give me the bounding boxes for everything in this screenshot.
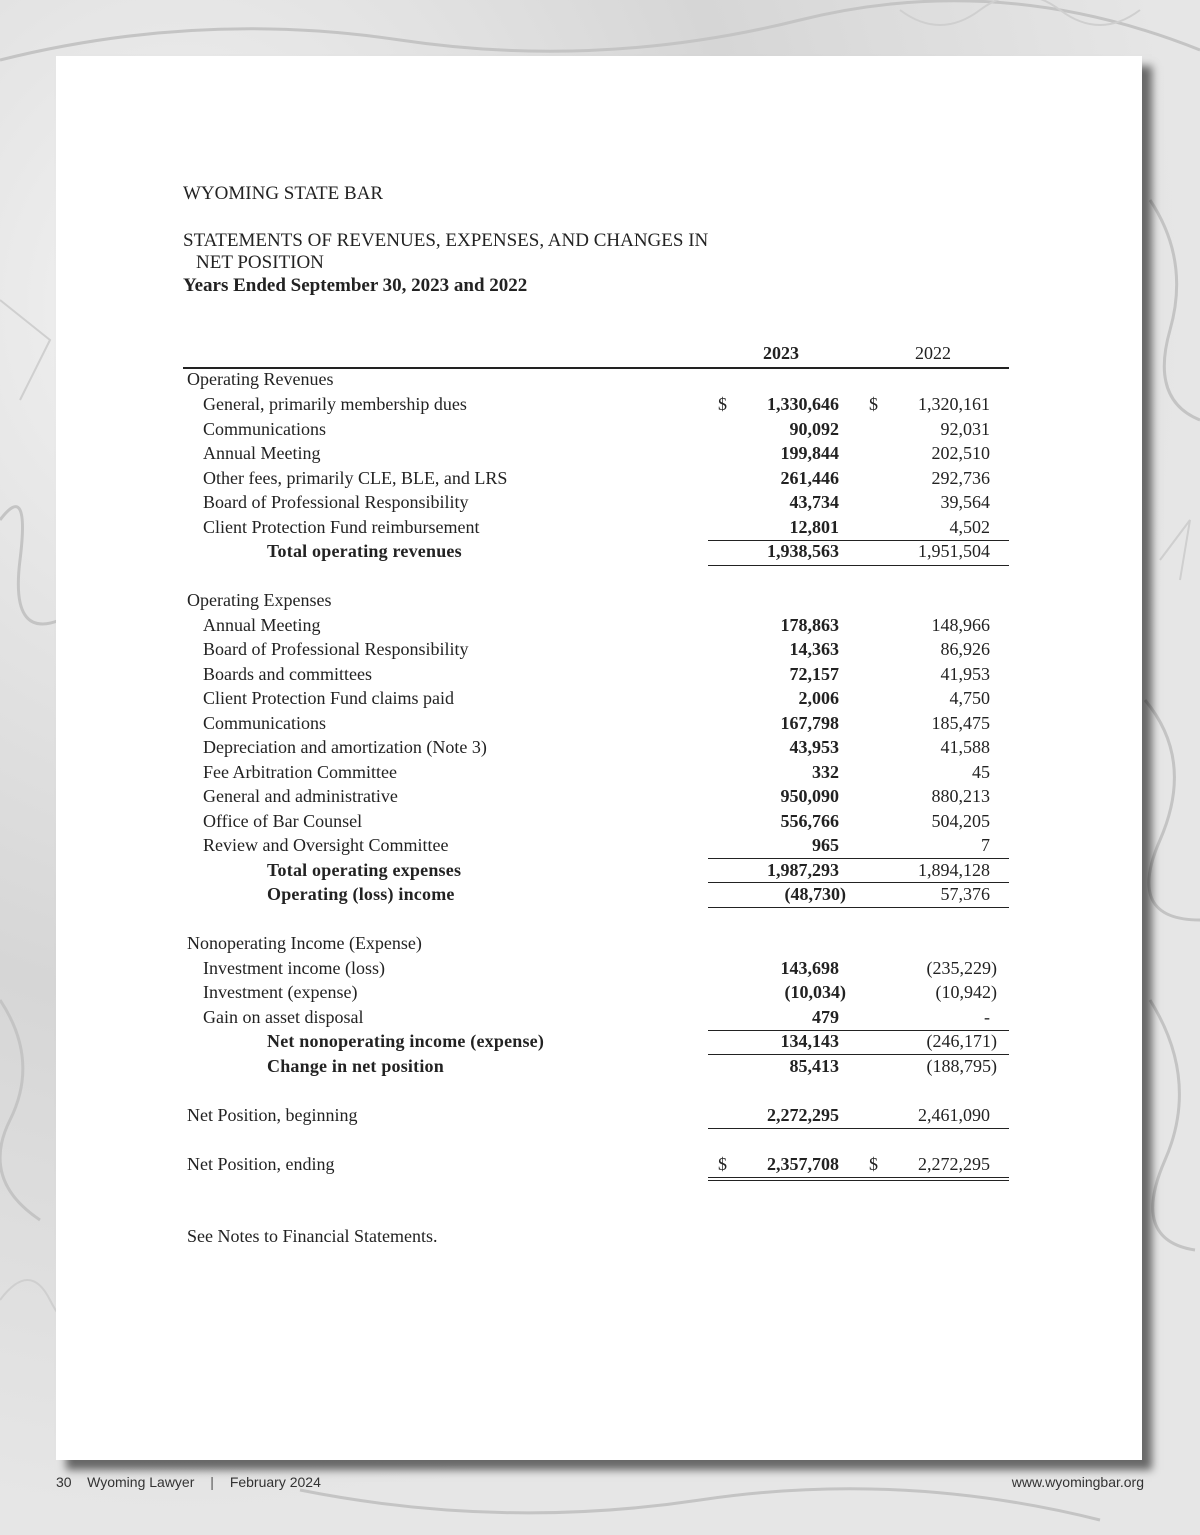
currency-symbol: $	[718, 394, 727, 414]
currency-symbol: $	[869, 1153, 878, 1174]
footer-separator: |	[210, 1474, 214, 1490]
table-row: Communications 90,092 92,031	[203, 418, 990, 439]
change-in-net-position-row: Change in net position 85,413 (188,795)	[267, 1055, 997, 1076]
table-row: General and administrative 950,090 880,213	[203, 786, 990, 806]
document-page	[56, 56, 1142, 1460]
publication-name: Wyoming Lawyer	[87, 1474, 195, 1490]
statement-note: See Notes to Financial Statements.	[187, 1226, 438, 1246]
table-row: Client Protection Fund claims paid 2,006 4,750	[203, 688, 990, 708]
net-position-ending-row: Net Position, ending $ 2,357,708 $ 2,272,295	[187, 1153, 990, 1174]
table-row: Client Protection Fund reimbursement 12,801 4,502	[203, 516, 990, 537]
total-rule	[708, 907, 1009, 908]
table-row: Depreciation and amortization (Note 3) 43,953 41,588	[203, 737, 990, 757]
subtotal-rule	[708, 882, 1009, 883]
double-underline	[708, 1177, 1009, 1181]
table-row: Annual Meeting 178,863 148,966	[203, 614, 990, 635]
statement-title-line1: STATEMENTS OF REVENUES, EXPENSES, AND CHANGES IN	[183, 230, 709, 251]
statement-period: Years Ended September 30, 2023 and 2022	[183, 275, 528, 296]
page-number: 30	[56, 1474, 72, 1490]
section-heading-operating-revenues: Operating Revenues	[187, 369, 334, 389]
table-row: Annual Meeting 199,844 202,510	[203, 443, 990, 463]
table-row: Review and Oversight Committee 965 7	[203, 835, 990, 855]
table-row: Board of Professional Responsibility 43,734 39,564	[203, 492, 990, 512]
operating-income-row: Operating (loss) income (48,730) 57,376	[267, 884, 990, 904]
table-row: Other fees, primarily CLE, BLE, and LRS 261,446 292,736	[203, 467, 990, 488]
currency-symbol: $	[869, 394, 878, 414]
column-header-2022: 2022	[915, 343, 951, 363]
organization-name: WYOMING STATE BAR	[183, 183, 384, 204]
table-row: Investment (expense) (10,034) (10,942)	[203, 982, 997, 1002]
net-position-beginning-row: Net Position, beginning 2,272,295 2,461,090	[187, 1104, 990, 1125]
statement-title	[183, 230, 708, 274]
total-row-nonoperating: Net nonoperating income (expense) 134,143 (246,171)	[267, 1031, 997, 1051]
statement-title-line2: NET POSITION	[196, 252, 324, 273]
table-row: Gain on asset disposal 479 -	[203, 1006, 990, 1027]
issue-date: February 2024	[229, 1474, 321, 1490]
table-row: Communications 167,798 185,475	[203, 712, 990, 733]
table-row: Office of Bar Counsel 556,766 504,205	[203, 810, 990, 831]
table-row: General, primarily membership dues $ 1,330,646 $ 1,320,161	[203, 394, 990, 414]
currency-symbol: $	[718, 1153, 727, 1174]
column-header-2023: 2023	[763, 343, 799, 363]
footer-website: www.wyomingbar.org	[1011, 1474, 1144, 1490]
total-rule	[708, 1128, 1009, 1129]
total-row-operating-expenses: Total operating expenses 1,987,293 1,894,128	[267, 859, 990, 880]
table-row: Boards and committees 72,157 41,953	[203, 663, 990, 684]
section-heading-operating-expenses: Operating Expenses	[187, 590, 332, 610]
table-row: Board of Professional Responsibility 14,363 86,926	[203, 639, 990, 659]
table-row: Fee Arbitration Committee 332 45	[203, 761, 990, 782]
footer-publication	[56, 1474, 321, 1490]
total-rule	[708, 565, 1009, 566]
column-headers	[183, 341, 1009, 369]
total-row-operating-revenues: Total operating revenues 1,938,563 1,951,504	[267, 541, 990, 561]
table-row: Investment income (loss) 143,698 (235,229)	[203, 957, 997, 978]
section-heading-nonoperating: Nonoperating Income (Expense)	[187, 933, 422, 953]
